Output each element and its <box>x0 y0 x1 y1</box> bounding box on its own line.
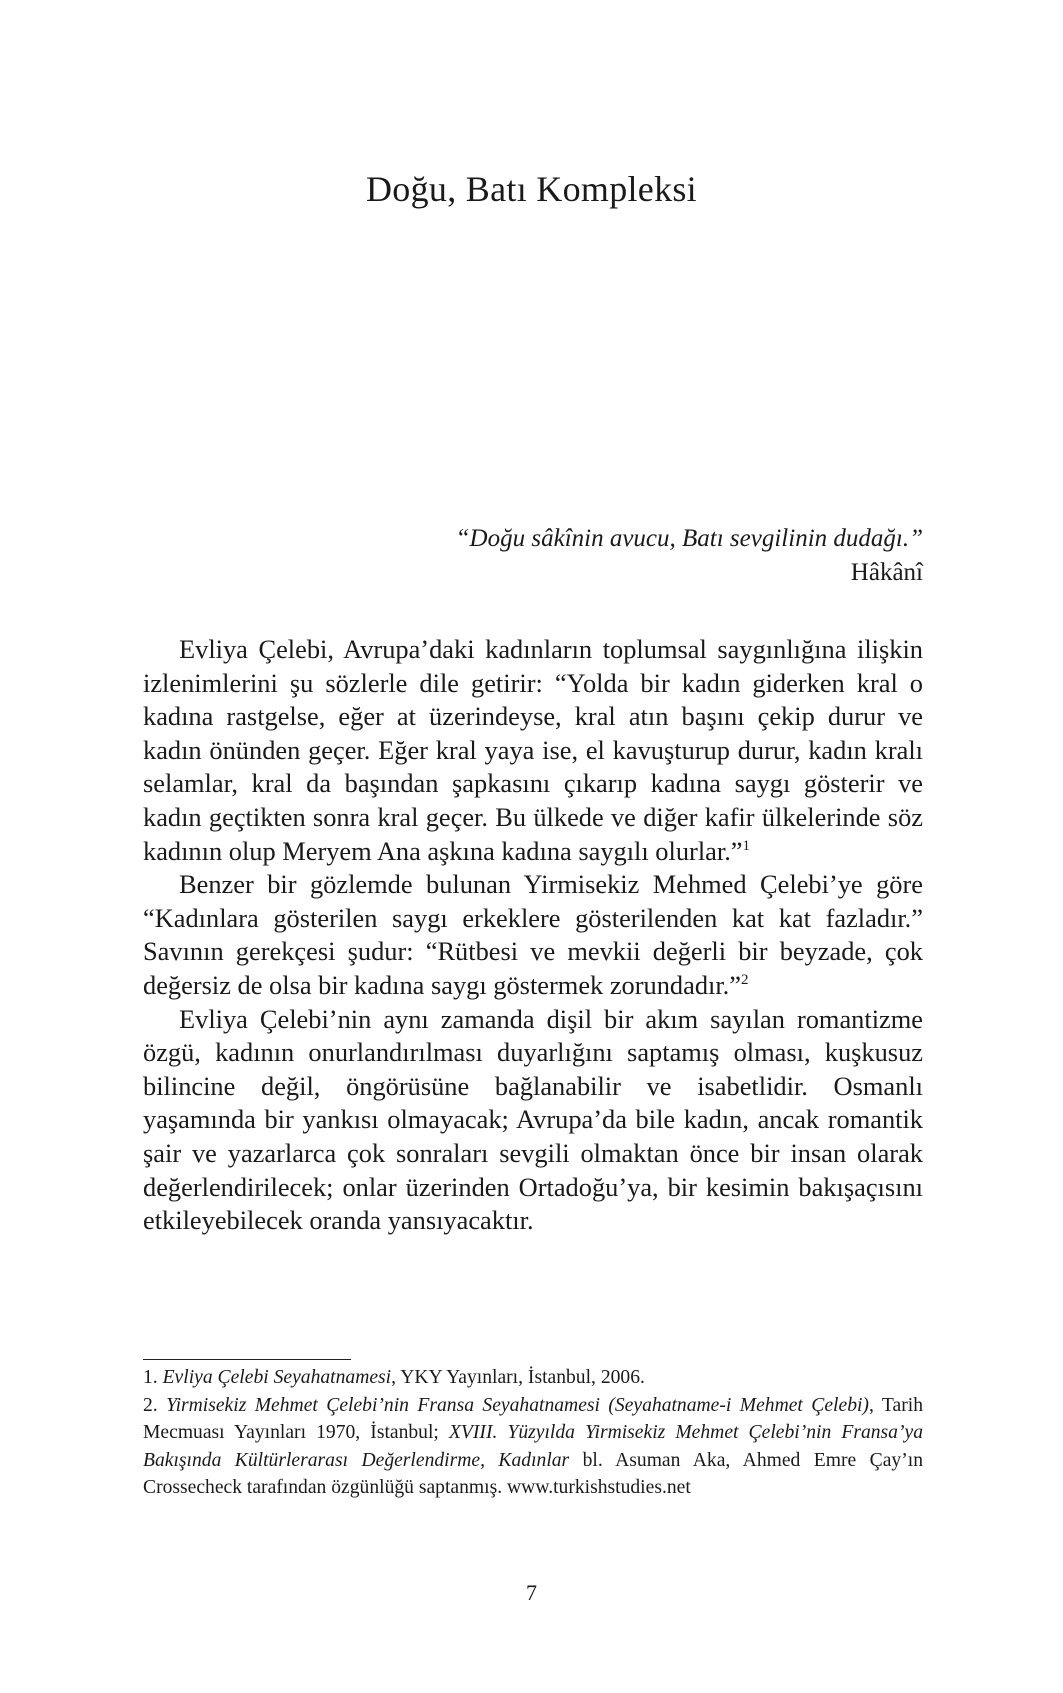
epigraph-author: Hâkânî <box>850 559 923 586</box>
paragraph <box>143 868 923 1002</box>
page-number: 7 <box>526 1580 537 1605</box>
footnote-source-title: Yirmisekiz Mehmet Çelebi’nin Fransa Seyahatnamesi (Seyahatname-i Mehmet Çelebi) <box>166 1394 869 1416</box>
footnote-ref: 1 <box>742 837 751 854</box>
footnote-source-details: , YKY Yayınları, İstanbul, 2006. <box>391 1367 645 1388</box>
paragraph-text: Benzer bir gözlemde bulunan Yirmisekiz Mehmed Çelebi’ye göre “Kadınlara gösterilen saygı erkeklere gösterilenden kat kat fazladır.” Savının gerekçesi şudur: “Rütbesi ve mevkii değerli bir beyzade, çok değersiz de olsa bir kadına saygı göstermek zorundadır.” <box>143 869 923 1000</box>
epigraph-quote: “Doğu sâkînin avucu, Batı sevgilinin dudağı.” <box>455 525 923 552</box>
paragraph-text: Evliya Çelebi, Avrupa’daki kadınların toplumsal saygınlığına ilişkin izlenimlerini şu sözlerle dile getirir: “Yolda bir kadın giderken kral o kadına rastgelse, eğer at üzerindeyse, kral atın başını çekip durur ve kadın önünden geçer. Eğer kral yaya ise, el kavuşturup durur, kadın kralı selamlar, kral da başından şapkasını çıkarıp kadına saygı gösterir ve kadın geçtikten sonra kral geçer. Bu ülkede ve diğer kafir ülkelerinde söz kadının olup Meryem Ana aşkına kadına saygılı olurlar.” <box>143 634 923 866</box>
footnote-1 <box>143 1364 923 1392</box>
footnote-ref: 2 <box>741 972 749 989</box>
paragraph <box>143 1003 923 1238</box>
footnote-source-details: , Tarih Mecmuası Yayınları 1970, İstanbul; <box>143 1394 923 1443</box>
footnote-number: 2. <box>143 1394 167 1416</box>
footnote-number: 1. <box>143 1367 163 1388</box>
body-text <box>143 633 923 1238</box>
footnote-source-title: XVIII. Yüzyılda Yirmisekiz Mehmet Çelebi’nin Fransa’ya Bakışında Kültürlerarası Değerlendirme, Kadınlar <box>143 1422 923 1471</box>
footnote-source-title: Evliya Çelebi Seyahatnamesi <box>162 1367 392 1388</box>
paragraph-text: Evliya Çelebi’nin aynı zamanda dişil bir akım sayılan romantizme özgü, kadının onurlandırılması duyarlığını saptamış olması, kuşkusuz bilincine değil, öngörüsüne bağlanabilir ve isabetlidir. Osmanlı yaşamında bir yankısı olmayacak; Avrupa’da bile kadın, ancak romantik şair ve yazarlarca çok sonraları sevgili olmaktan önce bir insan olarak değerlendirilecek; onlar üzerinden Ortadoğu’ya, bir kesimin bakışaçısını etkileyebilecek oranda yansıyacaktır. <box>143 1003 923 1236</box>
paragraph <box>143 633 923 868</box>
footnote-separator <box>143 1359 351 1360</box>
page-title: Doğu, Batı Kompleksi <box>366 169 697 209</box>
footnotes <box>143 1364 923 1502</box>
footnote-source-details: bl. Asuman Aka, Ahmed Emre Çay’ın Crossecheck tarafından özgünlüğü saptanmış. www.turkishstudies.net <box>143 1449 923 1498</box>
footnote-2 <box>143 1392 923 1502</box>
epigraph <box>456 522 923 590</box>
